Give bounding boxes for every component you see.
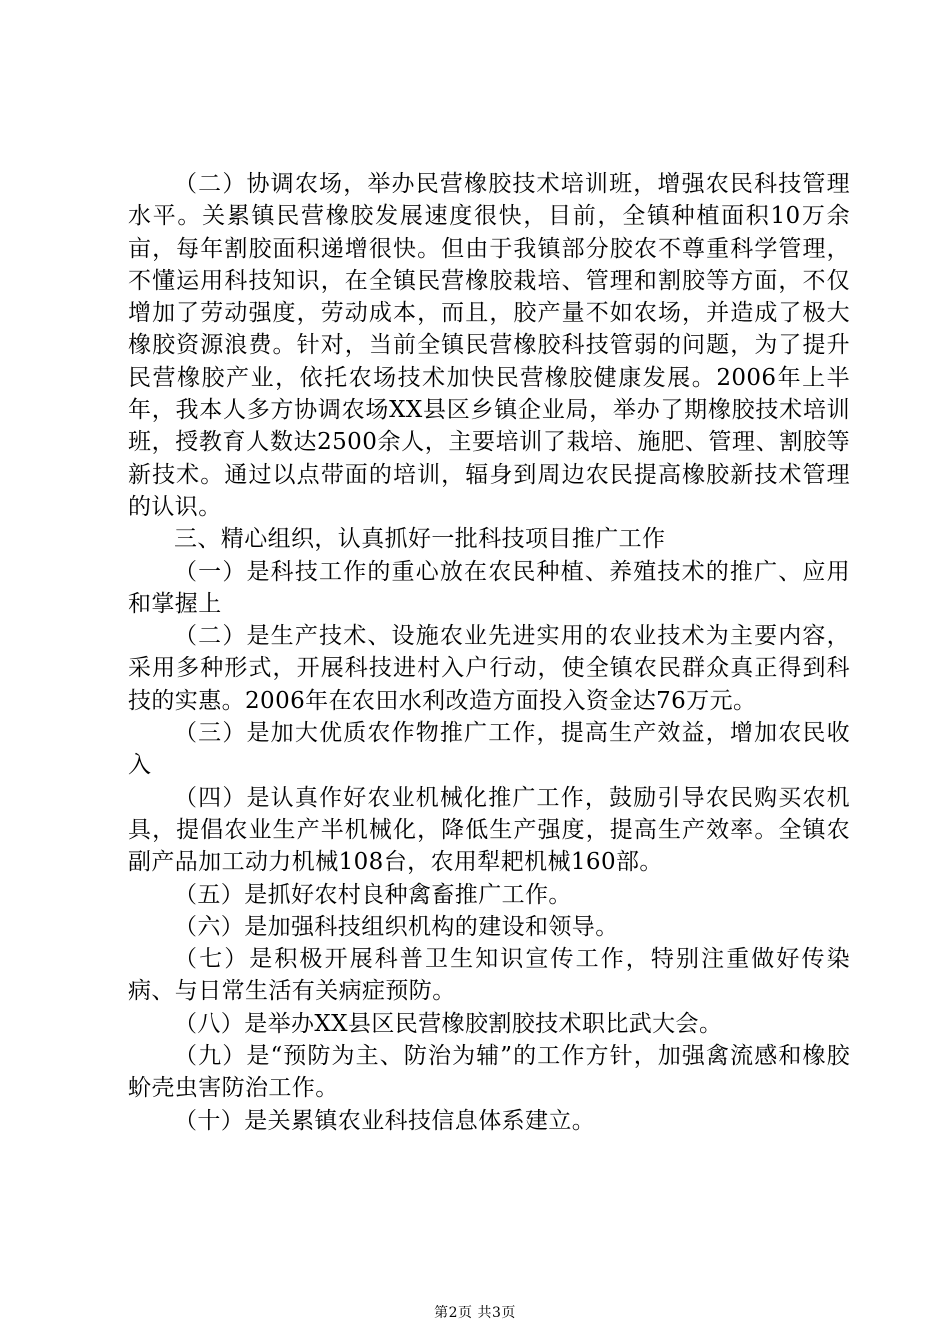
section-heading-3: 三、精心组织，认真抓好一批科技项目推广工作 <box>174 526 666 553</box>
paragraph-item-5: （五）是抓好农村良种禽畜推广工作。 <box>174 881 572 908</box>
page-number-footer: 第2页 共3页 <box>434 1305 516 1321</box>
paragraph-1: （二）协调农场，举办民营橡胶技术培训班，增强农民科技管理水平。关累镇民营橡胶发展速度很快，目前，全镇种植面积10万余亩，每年割胶面积递增很快。但由于我镇部分胶农不尊重科学管理，不懂运用科技知识，在全镇民营橡胶栽培、管理和割胶等方面，不仅增加了劳动强度，劳动成本，而且，胶产量不如农场，并造成了极大橡胶资源浪费。针对，当前全镇民营橡胶科技管弱的问题，为了提升民营橡胶产业，依托农场技术加快民营橡胶健康发展。2006年上半年，我本人多方协调农场XX县区乡镇企业局，举办了期橡胶技术培训班，授教育人数达2500余人，主要培训了栽培、施肥、管理、割胶等新技术。通过以点带面的培训，辐身到周边农民提高橡胶新技术管理的认识。 <box>128 171 850 520</box>
paragraph-item-10: （十）是关累镇农业科技信息体系建立。 <box>174 1107 596 1134</box>
paragraph-item-2: （二）是生产技术、设施农业先进实用的农业技术为主要内容，采用多种形式，开展科技进村入户行动，使全镇农民群众真正得到科技的实惠。2006年在农田水利改造方面投入资金达76万元。 <box>128 623 850 714</box>
paragraph-item-7: （七）是积极开展科普卫生知识宣传工作，特别注重做好传染病、与日常生活有关病症预防。 <box>128 946 850 1005</box>
paragraph-item-3: （三）是加大优质农作物推广工作，提高生产效益，增加农民收入 <box>128 720 850 779</box>
paragraph-item-4: （四）是认真作好农业机械化推广工作，鼓励引导农民购买农机具，提倡农业生产半机械化，降低生产强度，提高生产效率。全镇农副产品加工动力机械108台，农用犁耙机械160部。 <box>128 784 850 876</box>
paragraph-item-9: （九）是“预防为主、防治为辅”的工作方针，加强禽流感和橡胶蚧壳虫害防治工作。 <box>128 1043 850 1102</box>
paragraph-item-6: （六）是加强科技组织机构的建设和领导。 <box>174 913 619 940</box>
paragraph-item-8: （八）是举办XX县区民营橡胶割胶技术职比武大会。 <box>174 1010 723 1037</box>
document-body <box>128 168 850 1137</box>
paragraph-item-1: （一）是科技工作的重心放在农民种植、养殖技术的推广、应用和掌握上 <box>128 558 850 617</box>
